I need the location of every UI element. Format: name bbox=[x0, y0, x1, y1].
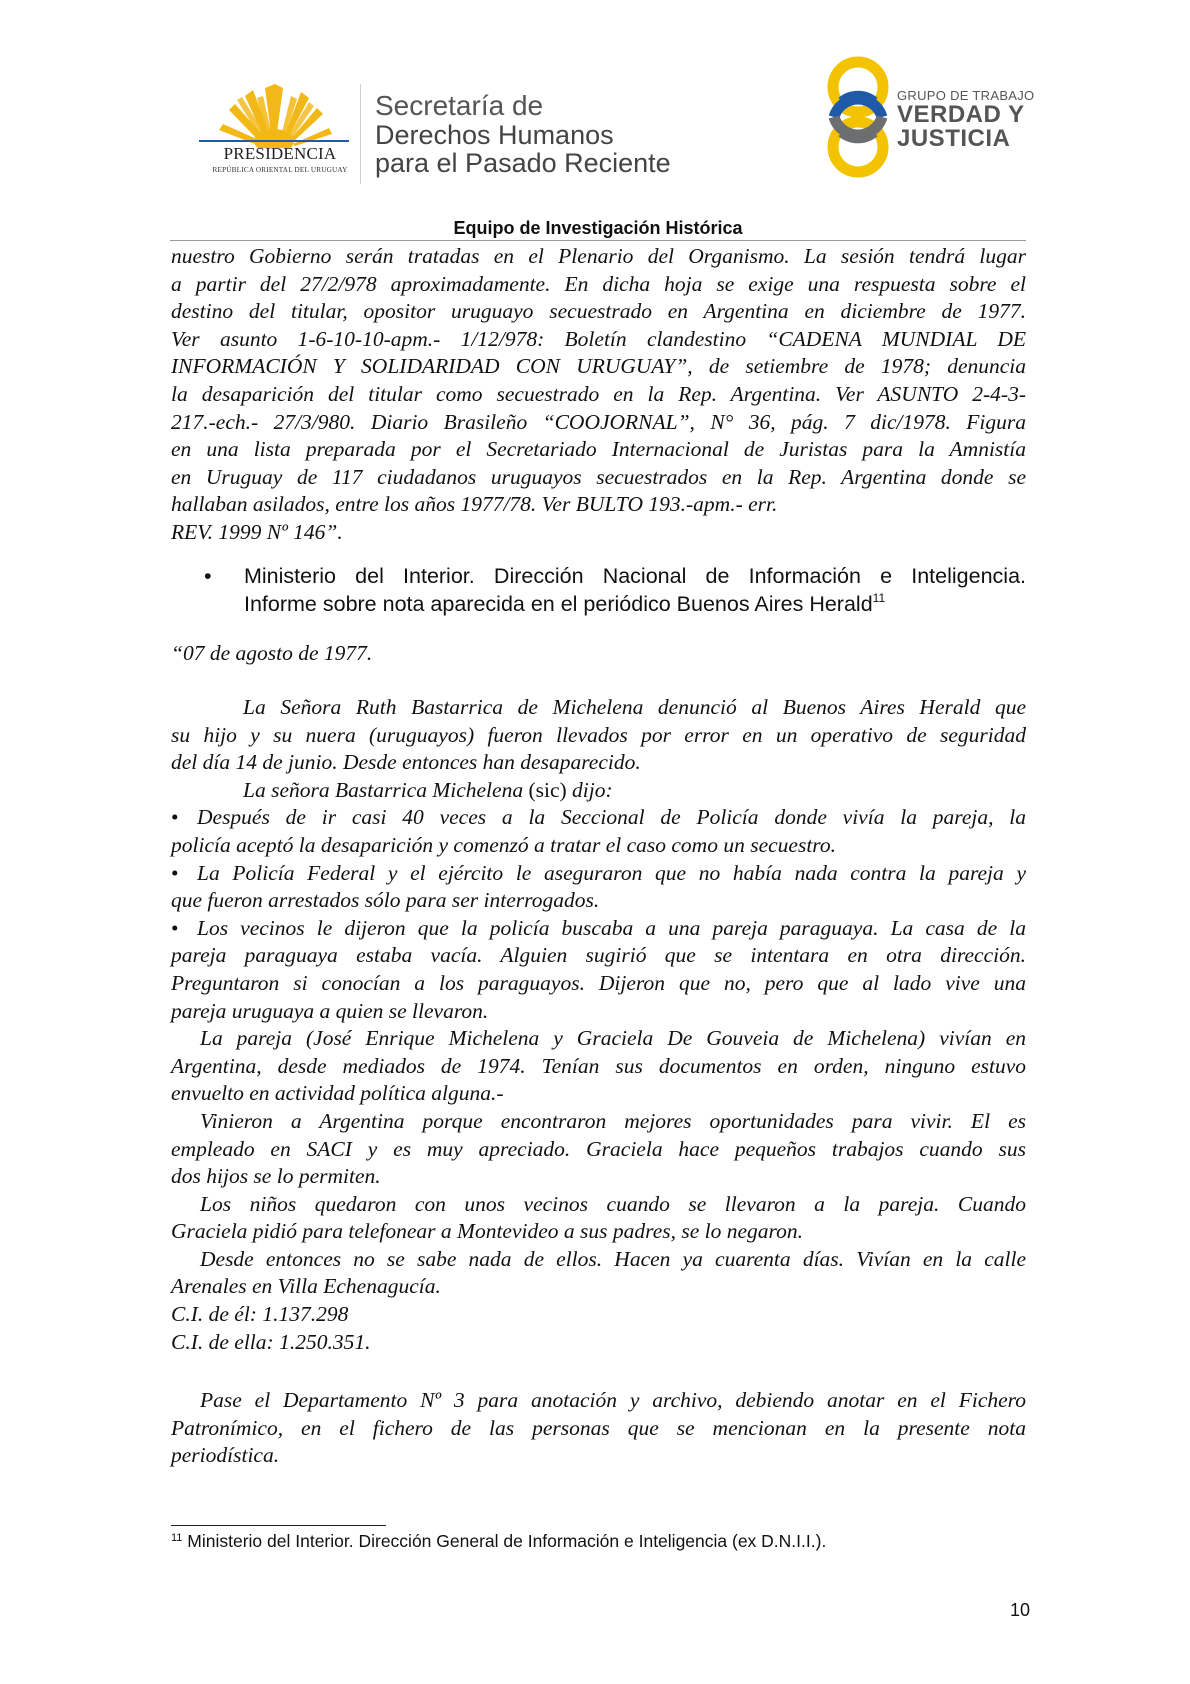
grupo-trabajo-title bbox=[897, 88, 1034, 151]
text-line: Preguntaron si conocían a los paraguayos. Dijeron que no, pero que al lado vive una bbox=[171, 970, 1026, 995]
text-line bbox=[171, 804, 1026, 832]
date-text: “07 de agosto de 1977. bbox=[171, 641, 373, 665]
text-line: envuelto en actividad política alguna.- bbox=[171, 1081, 504, 1106]
text-line: REV. 1999 Nº 146”. bbox=[171, 519, 343, 544]
text-line: La Señora Ruth Bastarrica de Michelena denunció al Buenos Aires Herald que bbox=[243, 695, 1026, 719]
text-span: Los vecinos le dijeron que la policía buscaba a una pareja paraguaya. La casa de la bbox=[197, 915, 1026, 940]
text-line: destino del titular, opositor uruguayo secuestrado en Argentina en diciembre de 1977. bbox=[171, 299, 1026, 324]
text-line: Ver asunto 1-6-10-10-apm.- 1/12/978: Boletín clandestino “CADENA MUNDIAL DE bbox=[171, 326, 1026, 351]
text-span: La Policía Federal y el ejército le aseguraron que no había nada contra la pareja y bbox=[197, 860, 1026, 885]
text-line: dos hijos se lo permiten. bbox=[171, 1164, 381, 1189]
footnote-text: Ministerio del Interior. Dirección General de Información e Inteligencia (ex D.N.I.I.). bbox=[182, 1531, 827, 1551]
bullet-line-2-text: Informe sobre nota aparecida en el periódico Buenos Aires Herald bbox=[244, 592, 873, 616]
closing-paragraph bbox=[171, 1387, 1026, 1470]
text-line: Argentina, desde mediados de 1974. Tenían sus documentos en orden, ninguno estuvo bbox=[171, 1053, 1026, 1078]
text-line bbox=[171, 915, 1026, 943]
text-line: del día 14 de junio. Desde entonces han desaparecido. bbox=[171, 750, 641, 775]
text-line: hallaban asilados, entre los años 1977/78. Ver BULTO 193.-apm.- err. bbox=[171, 492, 778, 517]
gt-line-1: GRUPO DE TRABAJO bbox=[897, 88, 1035, 103]
text-line: nuestro Gobierno serán tratadas en el Plenario del Organismo. La sesión tendrá lugar bbox=[171, 244, 1026, 268]
footnote-rule bbox=[171, 1525, 386, 1526]
presidencia-label: PRESIDENCIA bbox=[223, 144, 337, 163]
text-span: Después de ir casi 40 veces a la Seccional de Policía donde vivía la pareja, la bbox=[197, 805, 1026, 830]
team-heading: Equipo de Investigación Histórica bbox=[453, 218, 743, 238]
bullet-icon: • bbox=[204, 564, 212, 588]
text-line: pareja uruguaya a quien se llevaron. bbox=[171, 998, 489, 1023]
bullet-icon: • bbox=[171, 915, 179, 940]
section-bullet-text bbox=[244, 562, 1026, 618]
text-line: en Uruguay de 117 ciudadanos uruguayos secuestrados en la Rep. Argentina donde se bbox=[171, 464, 1026, 489]
footnote bbox=[171, 1530, 1026, 1552]
text-line: Pase el Departamento Nº 3 para anotación y archivo, debiendo anotar en el Fichero bbox=[200, 1388, 1026, 1412]
text-line: La pareja (José Enrique Michelena y Graciela De Gouveia de Michelena) vivían en bbox=[200, 1026, 1026, 1051]
sic-mark: (sic) bbox=[528, 777, 567, 802]
header-rule bbox=[170, 240, 1026, 241]
text-line: Patronímico, en el fichero de las personas que se mencionan en la presente nota bbox=[171, 1415, 1026, 1440]
main-body bbox=[171, 694, 1026, 1356]
text-line bbox=[171, 860, 1026, 888]
top-paragraph bbox=[171, 243, 1026, 547]
secretaria-title bbox=[375, 91, 671, 177]
text-span: dijo: bbox=[566, 777, 613, 802]
date-line bbox=[171, 640, 1026, 668]
secretaria-line-1: Secretaría de bbox=[375, 90, 544, 121]
text-span: La señora Bastarrica Michelena bbox=[243, 777, 529, 802]
text-line: policía aceptó la desaparición y comenzó a tratar el caso como un secuestro. bbox=[171, 832, 836, 857]
bullet-icon: • bbox=[171, 860, 179, 885]
bullet-icon: • bbox=[171, 805, 179, 830]
text-line: en una lista preparada por el Secretariado Internacional de Juristas para la Amnistía bbox=[171, 437, 1026, 462]
secretaria-line-2: Derechos Humanos bbox=[375, 120, 614, 150]
bullet-line-1: Ministerio del Interior. Dirección Nacional de Información e Inteligencia. bbox=[244, 564, 1026, 588]
gt-line-2: VERDAD Y bbox=[897, 101, 1025, 128]
presidencia-logo bbox=[195, 78, 355, 183]
text-line: empleado en SACI y es muy apreciado. Graciela hace pequeños trabajos cuando sus bbox=[171, 1136, 1026, 1161]
text-line: INFORMACIÓN Y SOLIDARIDAD CON URUGUAY”, de setiembre de 1978; denuncia bbox=[171, 354, 1026, 379]
text-line: Los niños quedaron con unos vecinos cuando se llevaron a la pareja. Cuando bbox=[200, 1191, 1026, 1216]
text-line: su hijo y su nuera (uruguayos) fueron llevados por error en un operativo de seguridad bbox=[171, 722, 1026, 747]
header-divider bbox=[360, 84, 361, 184]
ci-ella: C.I. de ella: 1.250.351. bbox=[171, 1329, 371, 1354]
secretaria-line-3: para el Pasado Reciente bbox=[375, 148, 671, 178]
text-line: que fueron arrestados sólo para ser interrogados. bbox=[171, 888, 600, 913]
text-line: Arenales en Villa Echenagucía. bbox=[171, 1274, 441, 1299]
page-number: 10 bbox=[1009, 1600, 1030, 1620]
text-line: la desaparición del titular como secuestrado en la Rep. Argentina. Ver ASUNTO 2-4-3- bbox=[171, 381, 1026, 406]
text-line: Desde entonces no se sabe nada de ellos. Hacen ya cuarenta días. Vivían en la calle bbox=[200, 1246, 1026, 1271]
presidencia-subtitle: REPÚBLICA ORIENTAL DEL URUGUAY bbox=[212, 166, 348, 174]
footnote-ref[interactable]: 11 bbox=[872, 591, 886, 605]
text-line: 217.-ech.- 27/3/980. Diario Brasileño “COOJORNAL”, N° 36, pág. 7 dic/1978. Figura bbox=[171, 409, 1026, 434]
sun-emblem-icon bbox=[195, 78, 365, 148]
ci-el: C.I. de él: 1.137.298 bbox=[171, 1302, 349, 1327]
text-line: a partir del 27/2/978 aproximadamente. En dicha hoja se exige una respuesta sobre el bbox=[171, 271, 1026, 296]
text-line: periodística. bbox=[171, 1443, 280, 1468]
text-line bbox=[171, 777, 1026, 805]
footnote-number: 11 bbox=[171, 1532, 183, 1544]
bullet-line-2 bbox=[244, 590, 1026, 618]
verdad-justicia-rings-icon bbox=[822, 55, 894, 180]
text-line: Graciela pidió para telefonear a Montevideo a sus padres, se lo negaron. bbox=[171, 1219, 803, 1244]
text-line: Vinieron a Argentina porque encontraron mejores oportunidades para vivir. El es bbox=[200, 1108, 1026, 1133]
text-line: pareja paraguaya estaba vacía. Alguien sugirió que se intentara en otra dirección. bbox=[171, 943, 1026, 968]
gt-line-3: JUSTICIA bbox=[897, 125, 1011, 152]
